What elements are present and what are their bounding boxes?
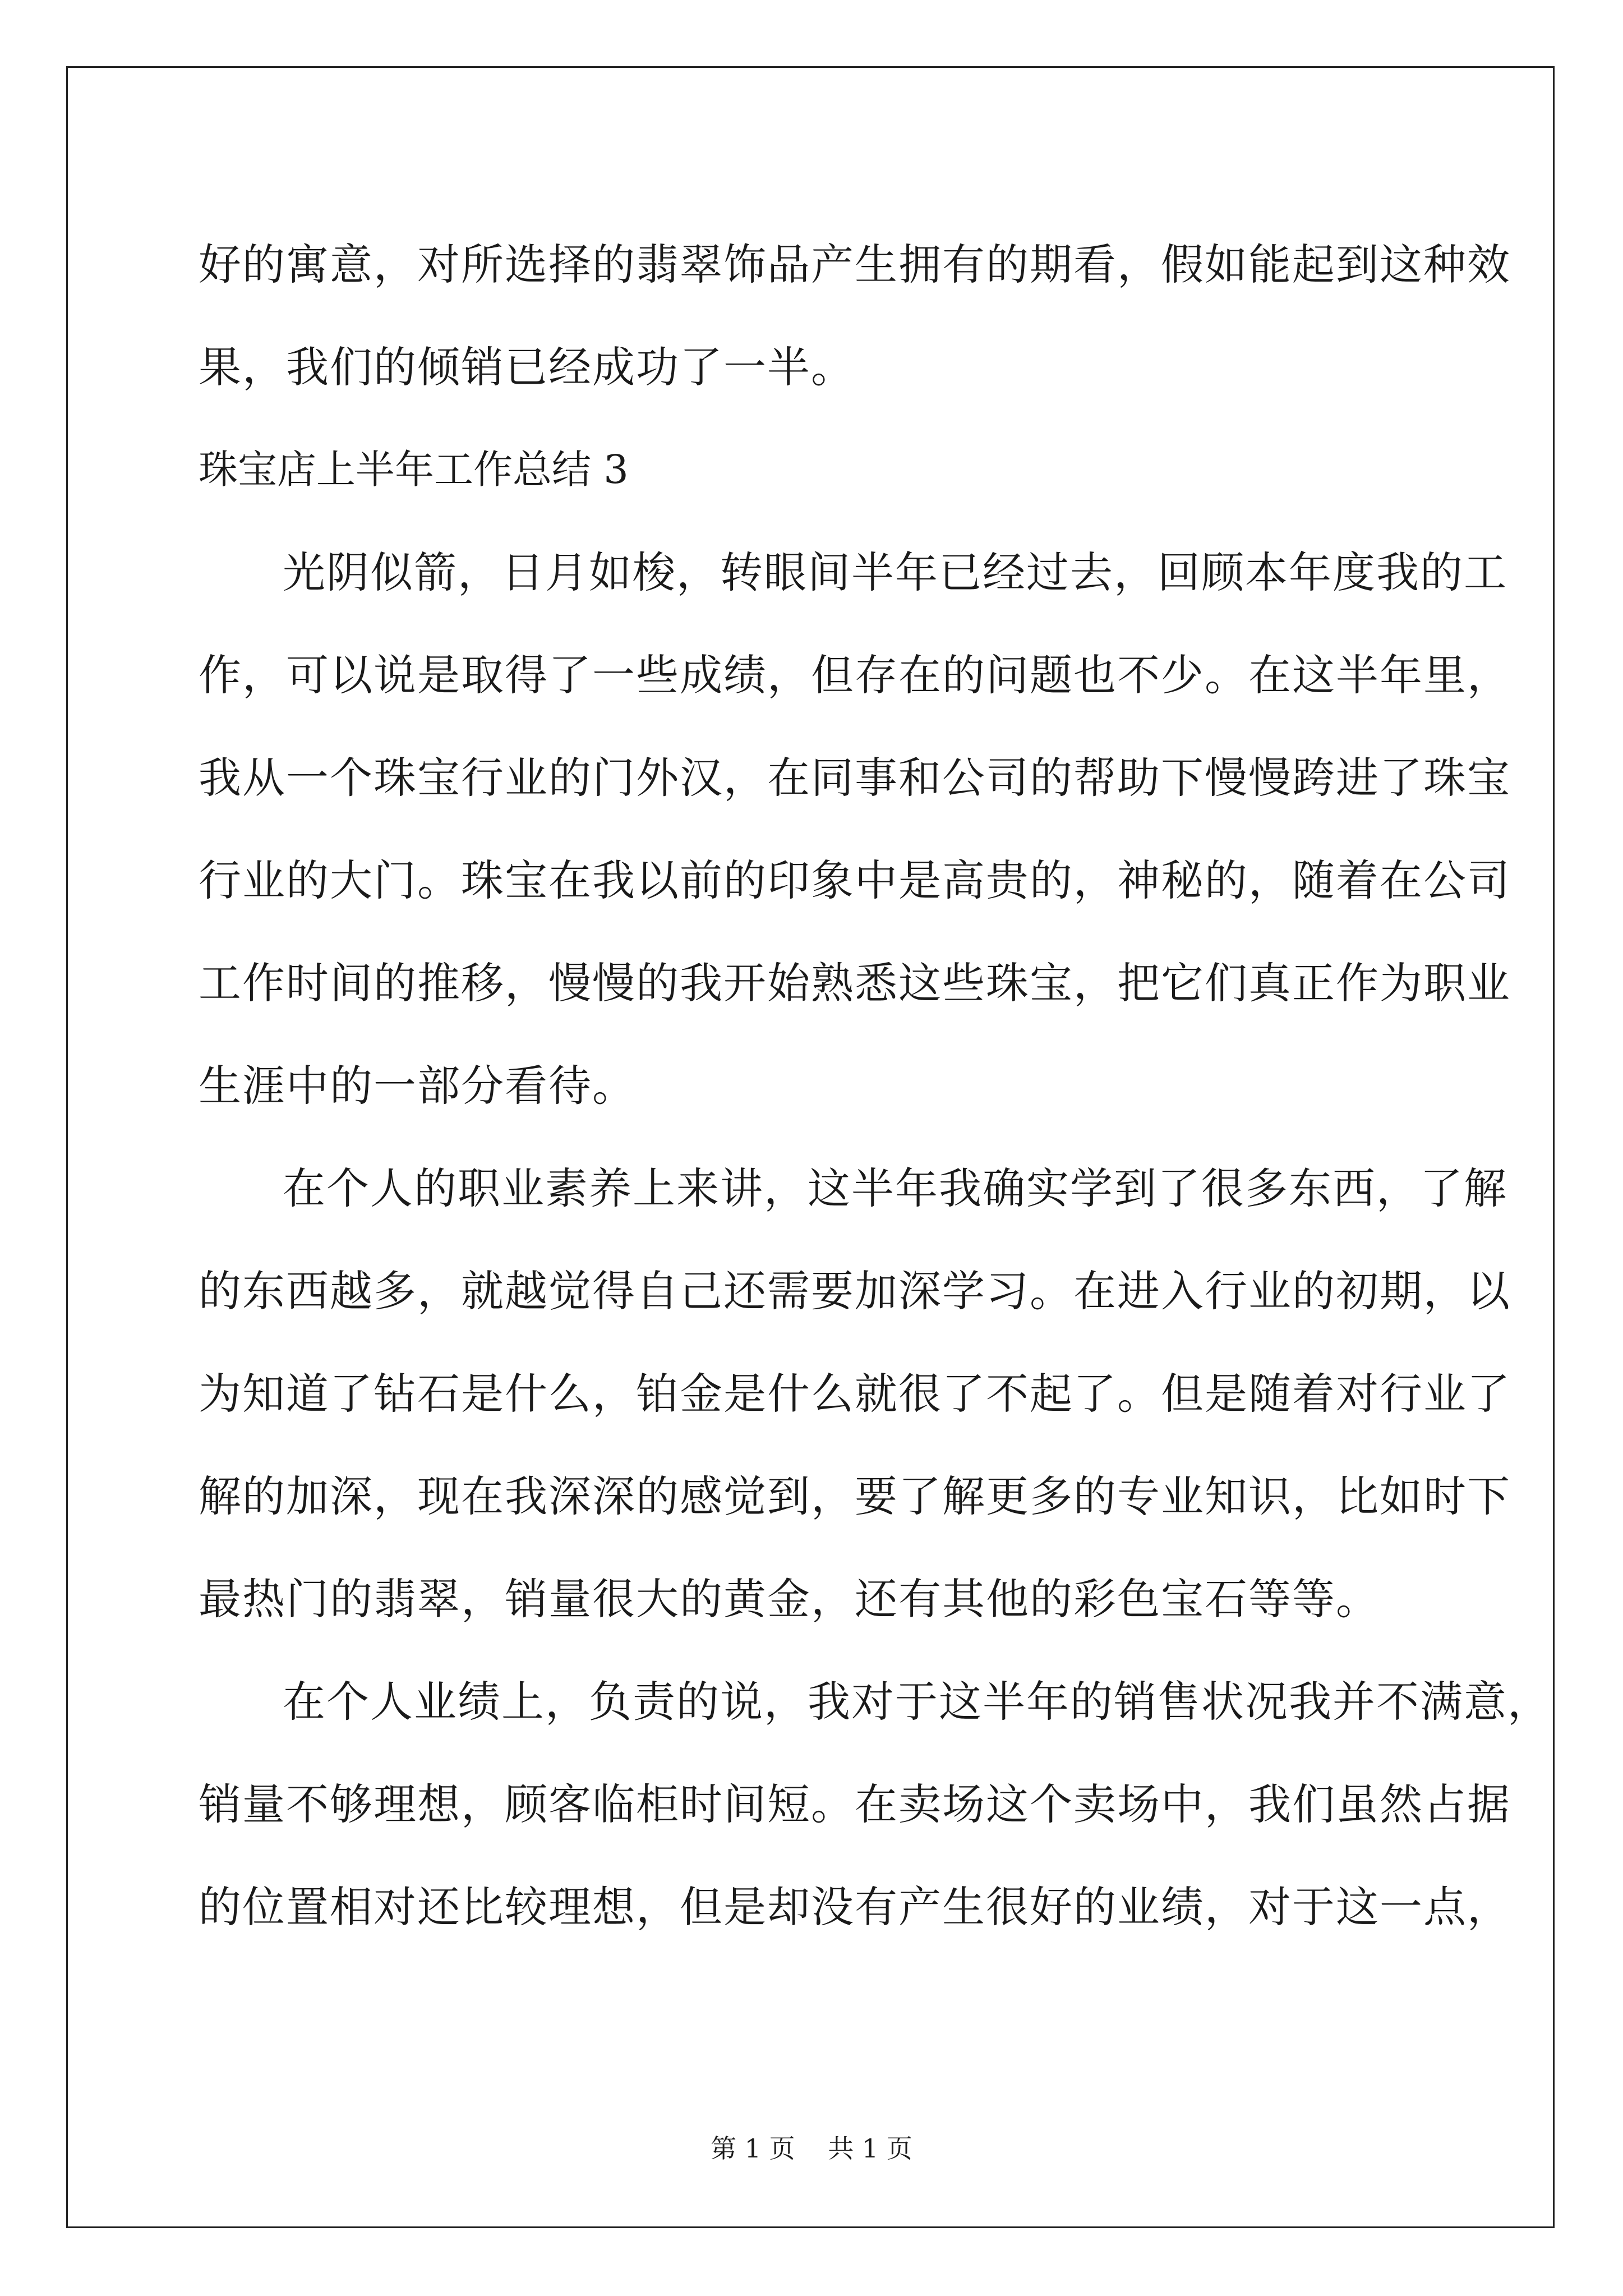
text-line: 解的加深，现在我深深的感觉到，要了解更多的专业知识，比如时下: [199, 1471, 1511, 1521]
text-line: 工作时间的推移，慢慢的我开始熟悉这些珠宝，把它们真正作为职业: [199, 958, 1511, 1008]
text-line: 销量不够理想，顾客临柜时间短。在卖场这个卖场中，我们虽然占据: [199, 1779, 1511, 1829]
page-footer: [0, 2132, 1623, 2165]
text-line: 为知道了钻石是什么，铂金是什么就很了不起了。但是随着对行业了: [199, 1369, 1511, 1419]
text-line: 作，可以说是取得了一些成绩，但存在的问题也不少。在这半年里，: [199, 650, 1511, 700]
text-line: 好的寓意，对所选择的翡翠饰品产生拥有的期看，假如能起到这种效: [199, 240, 1511, 289]
text-line: 生涯中的一部分看待。: [199, 1061, 636, 1111]
text-line: 果，我们的倾销已经成功了一半。: [199, 342, 855, 392]
text-line: 行业的大门。珠宝在我以前的印象中是高贵的，神秘的，随着在公司: [199, 855, 1511, 905]
text-line: 的位置相对还比较理想，但是却没有产生很好的业绩，对于这一点，: [199, 1882, 1511, 1932]
paragraph-first-line: 在个人的职业素养上来讲，这半年我确实学到了很多东西，了解: [283, 1163, 1507, 1213]
text-line: 我从一个珠宝行业的门外汉，在同事和公司的帮助下慢慢跨进了珠宝: [199, 753, 1511, 803]
text-line: 最热门的翡翠，销量很大的黄金，还有其他的彩色宝石等等。: [199, 1574, 1380, 1624]
paragraph-first-line: 光阴似箭，日月如梭，转眼间半年已经过去，回顾本年度我的工: [283, 547, 1507, 597]
paragraph-first-line: 在个人业绩上，负责的说，我对于这半年的销售状况我并不满意，: [283, 1677, 1551, 1727]
page-total: 共 1 页: [828, 2133, 912, 2164]
document-body: [199, 213, 1551, 1958]
section-heading: 珠宝店上半年工作总结 3: [199, 447, 629, 493]
page-number: 第 1 页: [711, 2133, 795, 2164]
text-line: 的东西越多，就越觉得自己还需要加深学习。在进入行业的初期，以: [199, 1266, 1511, 1316]
